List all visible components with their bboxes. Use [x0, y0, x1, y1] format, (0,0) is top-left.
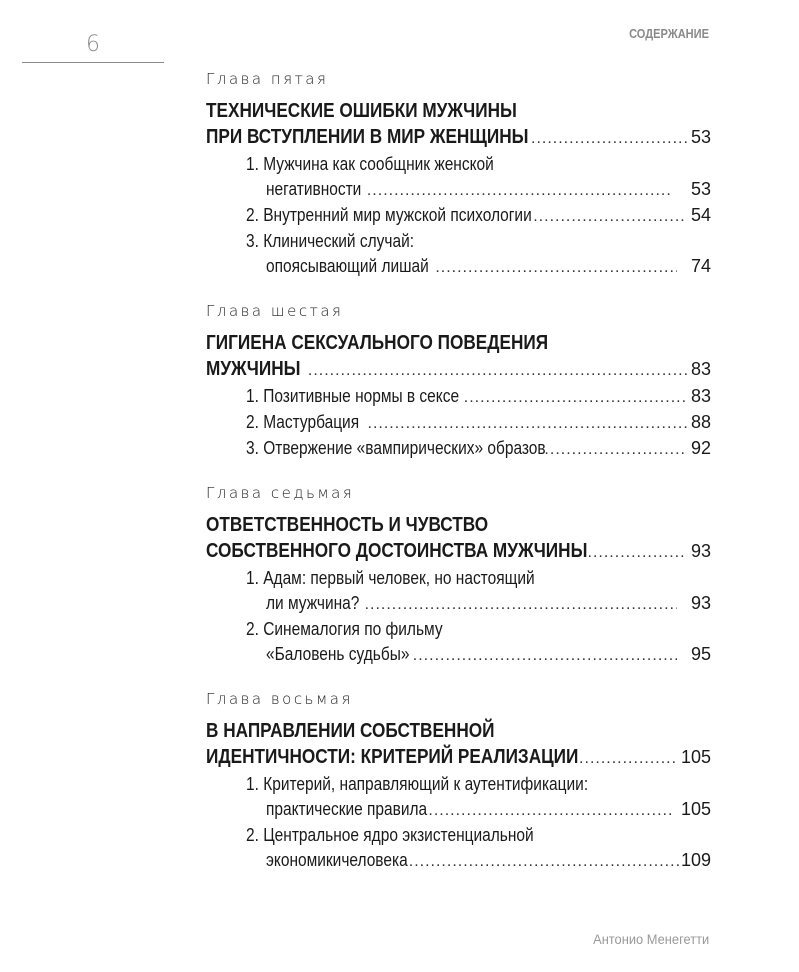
chapter-title-line: СОБСТВЕННОГО ДОСТОИНСТВА МУЖЧИНЫ [206, 540, 588, 562]
section-entry[interactable] [206, 152, 711, 203]
page-ref: 105 [680, 799, 711, 819]
section-entry[interactable] [206, 203, 711, 229]
leader-dots [533, 204, 687, 229]
section-title-line: 1. Позитивные нормы в сексе [246, 386, 460, 406]
section-title-line: 2. Внутренний мир мужской психологии [246, 205, 532, 225]
page-ref: 92 [690, 438, 711, 458]
leader-dots [409, 849, 681, 874]
leader-dots [368, 411, 687, 436]
section-entry[interactable] [206, 772, 711, 823]
section-title-line: 3. Клинический случай: [246, 231, 415, 251]
leader-dots [531, 126, 687, 152]
chapter-title-line: В НАПРАВЛЕНИИ СОБСТВЕННОЙ [206, 720, 495, 742]
section-title-line: 1. Адам: первый человек, но настоящий [246, 568, 535, 588]
leader-dots [435, 255, 677, 280]
section-entry[interactable] [206, 410, 711, 436]
chapter-title-entry[interactable] [206, 124, 711, 152]
section-title-line: негативности [266, 179, 362, 199]
section-entry[interactable] [206, 617, 711, 668]
section-title-line: 3. Отвержение «вампирических» образов [246, 438, 546, 458]
section-title-line: экономикичеловека [266, 850, 408, 870]
page-number: 6 [86, 32, 101, 57]
chapter-title-line: ТЕХНИЧЕСКИЕ ОШИБКИ МУЖЧИНЫ [206, 100, 517, 122]
section-title-line: 2. Синемалогия по фильму [246, 619, 443, 639]
leader-dots [367, 178, 673, 203]
page-ref: 93 [690, 593, 711, 613]
chapter-title-entry[interactable] [206, 744, 711, 772]
chapter-title-entry[interactable] [206, 538, 711, 566]
section-title-line: 2. Центральное ядро экзистенциальной [246, 825, 534, 845]
chapter-label: Глава шестая [206, 302, 344, 320]
leader-dots [579, 746, 677, 772]
leader-dots [365, 592, 677, 617]
leader-dots [588, 540, 687, 566]
section-title-line: 1. Критерий, направляющий к аутентификации: [246, 774, 589, 794]
section-entry[interactable] [206, 384, 711, 410]
page-ref: 88 [690, 412, 711, 432]
running-head: СОДЕРЖАНИЕ [629, 26, 709, 41]
section-entry[interactable] [206, 566, 711, 617]
chapter-label: Глава пятая [206, 70, 329, 88]
page-ref: 74 [690, 256, 711, 276]
section-title-line: ли мужчина? [266, 593, 360, 613]
chapter-8 [206, 690, 711, 874]
chapter-label: Глава седьмая [206, 484, 355, 502]
page-ref: 83 [690, 359, 711, 379]
section-title-line: 1. Мужчина как сообщник женской [246, 154, 494, 174]
page-ref: 53 [690, 127, 711, 147]
page-ref: 53 [690, 179, 711, 199]
chapter-title-line: ГИГИЕНА СЕКСУАЛЬНОГО ПОВЕДЕНИЯ [206, 332, 549, 354]
page-ref: 83 [690, 386, 711, 406]
leader-dots [544, 437, 687, 462]
chapter-7 [206, 484, 711, 668]
page-ref: 54 [690, 205, 711, 225]
chapter-title-line: ИДЕНТИЧНОСТИ: КРИТЕРИЙ РЕАЛИЗАЦИИ [206, 746, 579, 768]
chapter-title-line: МУЖЧИНЫ [206, 358, 301, 380]
section-entry[interactable] [206, 823, 711, 874]
table-of-contents [206, 70, 711, 894]
leader-dots [428, 798, 671, 823]
section-title-line: опоясывающий лишай [266, 256, 429, 276]
section-entry[interactable] [206, 229, 711, 280]
chapter-label: Глава восьмая [206, 690, 353, 708]
chapter-title-line: ОТВЕТСТВЕННОСТЬ И ЧУВСТВО [206, 514, 489, 536]
page-ref: 105 [680, 747, 711, 767]
leader-dots [464, 385, 687, 410]
chapter-6 [206, 302, 711, 462]
section-title-line: «Баловень судьбы» [266, 644, 410, 664]
leader-dots [413, 643, 677, 668]
leader-dots [308, 358, 687, 384]
section-title-line: 2. Мастурбация [246, 412, 360, 432]
chapter-5 [206, 70, 711, 280]
page-ref: 93 [690, 541, 711, 561]
section-entry[interactable] [206, 436, 711, 462]
chapter-title-line: ПРИ ВСТУПЛЕНИИ В МИР ЖЕНЩИНЫ [206, 126, 529, 148]
section-title-line: практические правила [266, 799, 428, 819]
chapter-title-entry[interactable] [206, 356, 711, 384]
page-ref: 95 [690, 644, 711, 664]
page-ref: 109 [680, 850, 711, 870]
page-number-rule [22, 62, 164, 63]
footer-author: Антонио Менегетти [592, 931, 709, 947]
